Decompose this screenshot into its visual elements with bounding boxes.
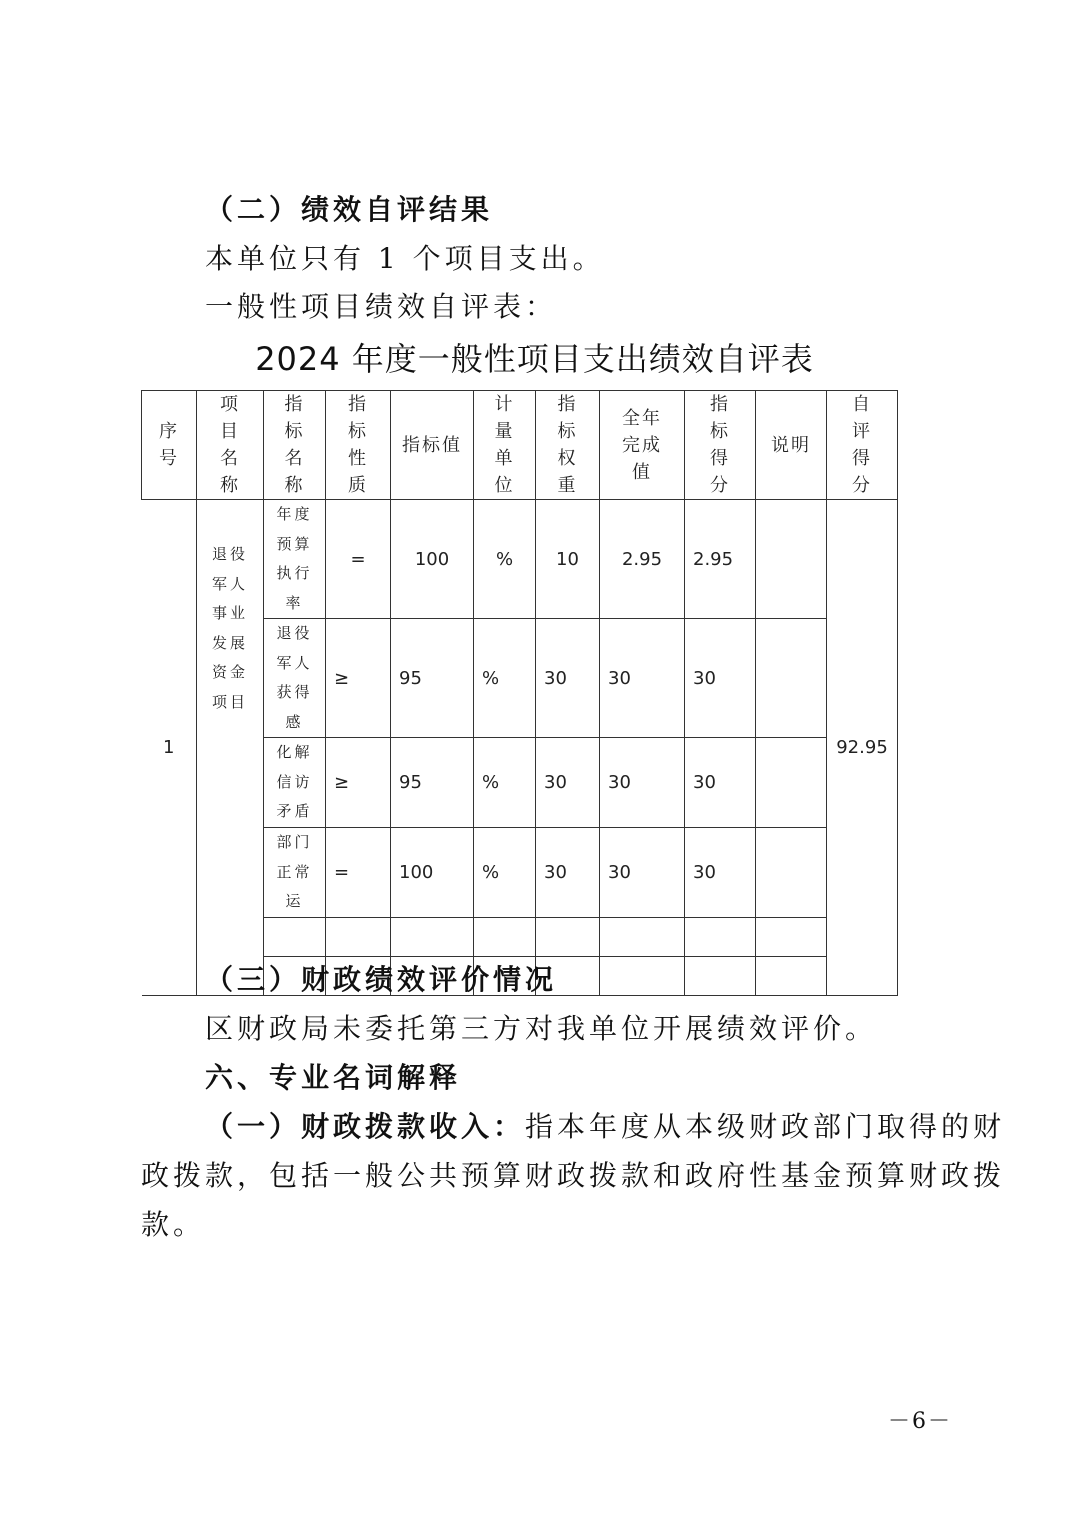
cell-indicator-nature: = [326,828,391,918]
cell-score: 30 [685,619,756,738]
paragraph-table-intro: 一般性项目绩效自评表： [205,290,558,323]
cell-seq: 1 [142,500,197,996]
cell-self-score: 92.95 [827,500,898,996]
paragraph-evaluation: 区财政局未委托第三方对我单位开展绩效评价。 [205,1012,878,1045]
header-seq: 序号 [142,391,197,500]
cell-indicator-value: 100 [391,828,474,918]
cell-weight: 30 [536,619,600,738]
header-indicator-name: 指标名称 [264,391,326,500]
header-score: 指标得分 [685,391,756,500]
performance-table [141,390,898,996]
table-title: 2024 年度一般性项目支出绩效自评表 [255,340,814,378]
definition-line-3: 款。 [141,1208,206,1241]
header-note: 说明 [756,391,827,500]
cell-note [756,828,827,918]
page-number: －6－ [888,1409,952,1434]
cell-indicator-name: 部门正常运 [264,828,326,918]
cell-indicator-name: 年度预算执行率 [264,500,326,619]
cell-completed: 2.95 [600,500,685,619]
cell-score: 30 [685,738,756,828]
header-indicator-nature: 指标性质 [326,391,391,500]
cell-note [756,500,827,619]
cell-indicator-nature: ≥ [326,738,391,828]
cell-empty [600,956,685,995]
cell-empty [264,917,326,956]
cell-unit: % [474,619,536,738]
cell-score: 30 [685,828,756,918]
cell-indicator-name: 化解信访矛盾 [264,738,326,828]
cell-note [756,619,827,738]
cell-empty [536,917,600,956]
cell-completed: 30 [600,619,685,738]
header-project-name: 项目名称 [197,391,264,500]
cell-indicator-nature: = [326,500,391,619]
cell-indicator-name: 退役军人获得感 [264,619,326,738]
cell-indicator-value: 100 [391,500,474,619]
header-weight: 指标权重 [536,391,600,500]
cell-empty [685,917,756,956]
cell-empty [474,917,536,956]
cell-completed: 30 [600,738,685,828]
definition-line-2: 政拨款，包括一般公共预算财政拨款和政府性基金预算财政拨 [141,1159,1006,1192]
cell-score: 2.95 [685,500,756,619]
header-completed: 全年完成值 [600,391,685,500]
cell-unit: % [474,500,536,619]
paragraph-project-count: 本单位只有 1 个项目支出。 [205,242,605,275]
cell-completed: 30 [600,828,685,918]
cell-empty [600,917,685,956]
section-heading-terms: 六、专业名词解释 [205,1061,462,1094]
cell-indicator-value: 95 [391,738,474,828]
cell-unit: % [474,738,536,828]
section-heading-fiscal-evaluation: （三）财政绩效评价情况 [205,963,558,996]
cell-weight: 30 [536,828,600,918]
definition-line-1 [205,1105,1005,1145]
cell-weight: 30 [536,738,600,828]
definition-text: 指本年度从本级财政部门取得的财 [525,1110,1006,1143]
table-header-row [142,391,898,500]
cell-project-name: 退役军人事业发展资金项目 [197,500,264,996]
cell-indicator-nature: ≥ [326,619,391,738]
header-self-score: 自评得分 [827,391,898,500]
cell-empty [756,917,827,956]
cell-indicator-value: 95 [391,619,474,738]
cell-empty [326,917,391,956]
section-heading-performance-results: （二）绩效自评结果 [205,193,494,226]
cell-empty [756,956,827,995]
header-indicator-value: 指标值 [391,391,474,500]
cell-empty [391,917,474,956]
cell-note [756,738,827,828]
header-unit: 计量单位 [474,391,536,500]
cell-empty [685,956,756,995]
cell-unit: % [474,828,536,918]
cell-weight: 10 [536,500,600,619]
table-row [142,500,898,619]
definition-term: （一）财政拨款收入： [205,1110,526,1143]
